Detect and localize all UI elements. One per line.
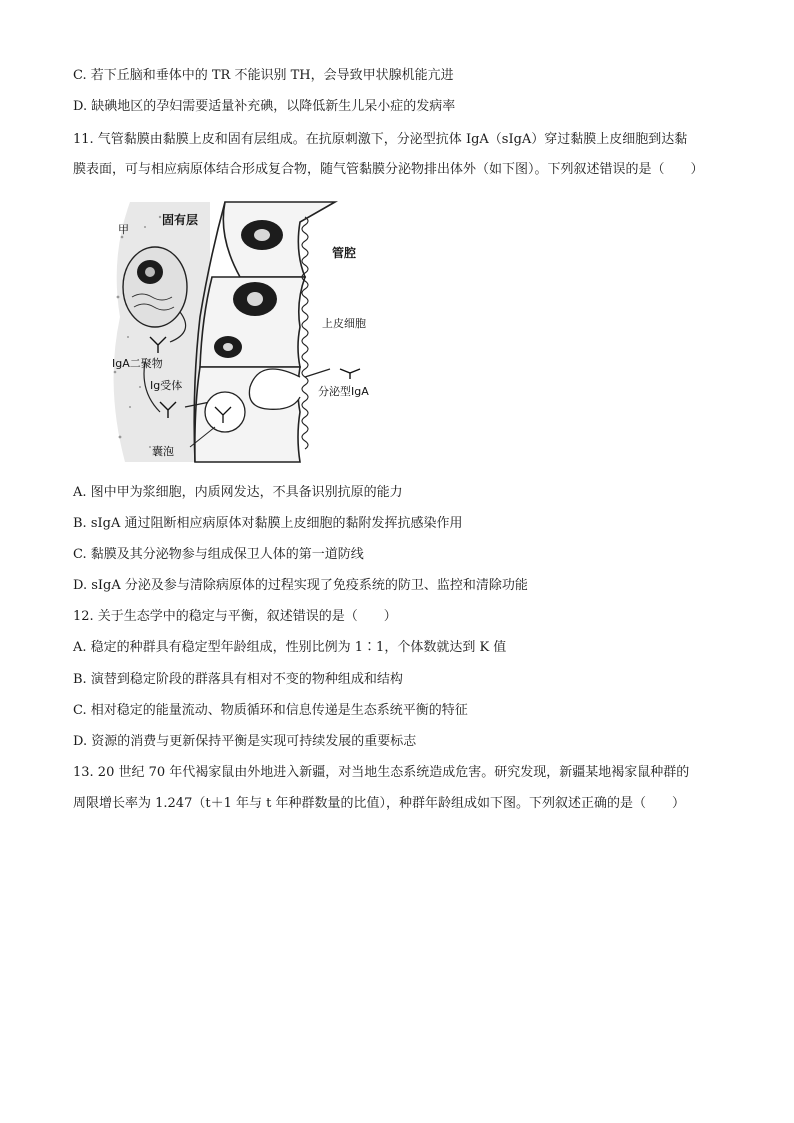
option-12d: D. 资源的消费与更新保持平衡是实现可持续发展的重要标志 — [73, 734, 417, 749]
question-11-line-1: 11. 气管黏膜由黏膜上皮和固有层组成。在抗原刺激下，分泌型抗体 IgA（sIgA）穿过黏膜上皮细胞到达黏 — [73, 132, 688, 147]
option-11b: B. sIgA 通过阻断相应病原体对黏膜上皮细胞的黏附发挥抗感染作用 — [73, 516, 463, 531]
label-secretory-iga: 分泌型IgA — [318, 385, 369, 398]
label-cell-jia: 甲 — [118, 223, 129, 236]
option-11d: D. sIgA 分泌及参与清除病原体的过程实现了免疫系统的防卫、监控和清除功能 — [73, 578, 528, 593]
label-lumen: 管腔 — [332, 246, 357, 260]
exocytosis-bulge — [249, 369, 300, 409]
iga-diagram — [100, 197, 390, 467]
iga-secretion-figure — [100, 197, 390, 467]
option-10d: D. 缺碘地区的孕妇需要适量补充碘，以降低新生儿呆小症的发病率 — [73, 99, 456, 114]
label-iga-dimer: IgA二聚物 — [112, 357, 163, 370]
question-13-line-2: 周限增长率为 1.247（t＋1 年与 t 年种群数量的比值），种群年龄组成如下图。下列叙述正确的是（ ） — [73, 796, 685, 811]
question-11-line-2: 膜表面，可与相应病原体结合形成复合物，随气管黏膜分泌物排出体外（如下图）。下列叙述错误的是（ ） — [73, 162, 704, 177]
option-12c: C. 相对稳定的能量流动、物质循环和信息传递是生态系统平衡的特征 — [73, 703, 468, 718]
microvilli — [302, 217, 308, 449]
question-13-line-1: 13. 20 世纪 70 年代褐家鼠由外地进入新疆，对当地生态系统造成危害。研究发现，新疆某地褐家鼠种群的 — [73, 765, 690, 780]
option-12b: B. 演替到稳定阶段的群落具有相对不变的物种组成和结构 — [73, 672, 403, 687]
option-11c: C. 黏膜及其分泌物参与组成保卫人体的第一道防线 — [73, 547, 364, 562]
label-epithelial-cell: 上皮细胞 — [322, 317, 366, 330]
secretory-iga-glyph — [340, 369, 360, 379]
label-vesicle: 囊泡 — [152, 445, 174, 458]
option-11a: A. 图中甲为浆细胞，内质网发达，不具备识别抗原的能力 — [73, 485, 403, 500]
arrow-secreted — [305, 369, 330, 377]
label-lamina-propria: 固有层 — [162, 213, 199, 227]
label-ig-receptor: Ig受体 — [150, 379, 183, 392]
option-10c: C. 若下丘脑和垂体中的 TR 不能识别 TH，会导致甲状腺机能亢进 — [73, 68, 454, 83]
plasma-cell-jia — [123, 247, 187, 327]
option-12a: A. 稳定的种群具有稳定型年龄组成，性别比例为 1∶1，个体数就达到 K 值 — [73, 640, 507, 655]
question-12: 12. 关于生态学中的稳定与平衡，叙述错误的是（ ） — [73, 609, 397, 624]
